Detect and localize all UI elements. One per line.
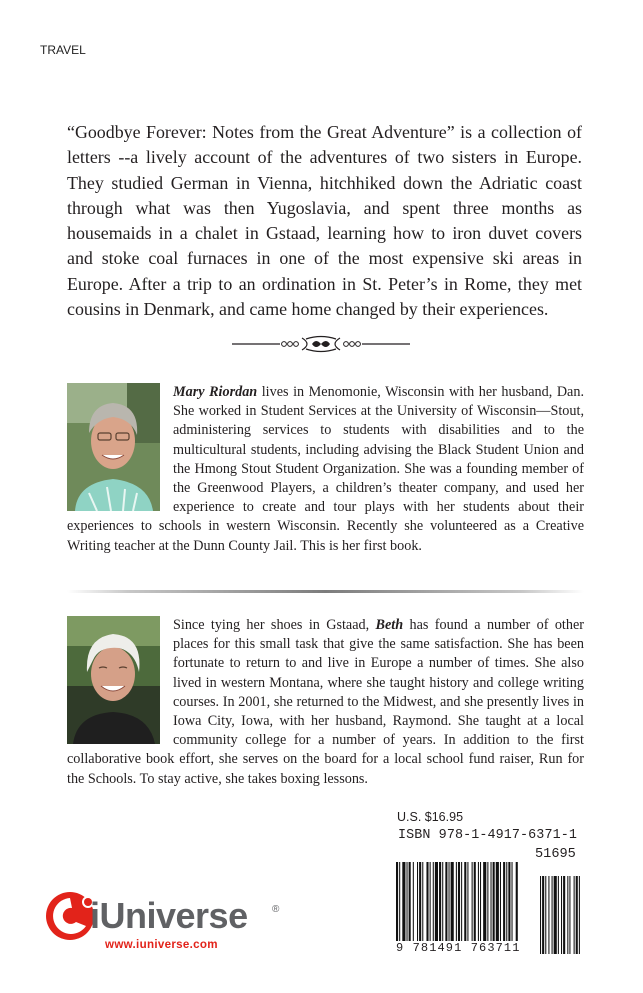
barcode-bar <box>503 862 505 948</box>
barcode-addon-bar <box>554 876 557 954</box>
barcode-addon-bar <box>569 876 570 954</box>
barcode-bar <box>491 862 492 948</box>
barcode-bar <box>435 862 438 948</box>
registered-mark: ® <box>272 904 280 915</box>
barcode-bar <box>409 862 411 948</box>
author-name-mary: Mary Riordan <box>173 384 258 400</box>
barcode-bar <box>419 862 421 948</box>
barcode-bar <box>493 862 495 948</box>
barcode-bar <box>402 862 405 948</box>
book-description: “Goodbye Forever: Notes from the Great Adventure” is a collection of letters --a lively account of the adventures of two sisters in Europe. They studied German in Vienna, hitchhiked down the Adriatic coast through what was then Yugoslavia, and spent three months as housemaids in a chalet in Gstaad, learning how to iron duvet covers and stoke coal furnaces in one of the most expensive ski areas in Europe. After a trip to an ordination in St. Peter’s in Rome, they met cousins in Denmark, and came home changed by their experiences. <box>67 122 582 320</box>
barcode-addon-bar <box>567 876 568 954</box>
author-bio-beth: Since tying her shoes in Gstaad, Beth has found a number of other places for this small task that give the same satisfaction. She has been fortunate to return to and live in Europe a number of times. She also lived in western Montana, where she taught history and college writing courses. In 2001, she returned to the Midwest, and she presently lives in Iowa City, Iowa, with her husband, Raymond. She taught at a local community college for a number of years. In addition to the first collaborative book effort, she serves on the board for a local school fund raiser, Run for the Schools. To stay active, she takes boxing lessons. <box>67 617 584 787</box>
barcode-addon-bar <box>545 876 546 954</box>
barcode-bar <box>439 862 441 948</box>
barcode-bar <box>496 862 499 948</box>
barcode-bar <box>413 862 414 948</box>
barcode-bar <box>449 862 450 948</box>
ornament-divider <box>232 335 410 353</box>
barcode-bar <box>506 862 507 948</box>
barcode-addon-bar <box>552 876 553 954</box>
barcode-bar <box>500 862 501 948</box>
barcode-addon-bar <box>540 876 541 954</box>
barcode-addon-bar <box>574 876 575 954</box>
barcode-bar <box>407 862 408 948</box>
barcode-bar <box>474 862 476 948</box>
barcode-bar <box>508 862 510 948</box>
barcode-bar <box>445 862 447 948</box>
barcode-addon-bar <box>579 876 580 954</box>
barcode-bar <box>480 862 481 948</box>
ean-number: 9 781491 763711 <box>394 941 536 955</box>
author-bio-mary: Mary Riordan lives in Menomonie, Wisconsin with her husband, Dan. She worked in Student Services at the University of Wisconsin—Stout, administering services to students with disabilities and to the multicultural students, including advising the Black Student Union and the Hmong Stout Student Organization. She was a founding member of the Greenwood Players, a children’s theater company, and used her experience to create and tour plays with her students about their experiences to schools in western Wisconsin. Recently she volunteered as a Creative Writing teacher at the Dunn County Jail. This is her first book. <box>67 384 584 554</box>
barcode-bar <box>456 862 457 948</box>
barcode-addon-bar <box>576 876 578 954</box>
author-name-beth: Beth <box>375 617 404 633</box>
barcode-bar <box>487 862 488 948</box>
barcode-addon-bar <box>561 876 562 954</box>
barcode-bar <box>461 862 462 948</box>
barcode-bar <box>472 862 473 948</box>
isbn-label: ISBN 978-1-4917-6371-1 <box>398 828 577 843</box>
barcode-bar <box>430 862 431 948</box>
barcode-bar <box>483 862 486 948</box>
barcode-addon-bar <box>558 876 559 954</box>
barcode-bar <box>422 862 423 948</box>
barcode-bar <box>464 862 466 948</box>
barcode-bar <box>451 862 454 948</box>
barcode-bar <box>467 862 468 948</box>
barcode-bar <box>512 862 513 948</box>
barcode-addon-bar <box>563 876 565 954</box>
barcode-bar <box>442 862 443 948</box>
publisher-name: iUniverse <box>90 895 248 936</box>
barcode-bar <box>458 862 460 948</box>
barcode-bar <box>426 862 428 948</box>
price-addon-number: 51695 <box>535 847 576 862</box>
barcode-bar <box>478 862 479 948</box>
barcode-bar <box>433 862 434 948</box>
category-label: TRAVEL <box>40 43 86 57</box>
barcode-addon-bar <box>542 876 544 954</box>
publisher-url[interactable]: www.iuniverse.com <box>105 938 218 951</box>
price-label: U.S. $16.95 <box>397 810 464 824</box>
barcode-bar <box>417 862 418 948</box>
section-divider <box>67 590 584 593</box>
barcode-addon-bar <box>548 876 549 954</box>
